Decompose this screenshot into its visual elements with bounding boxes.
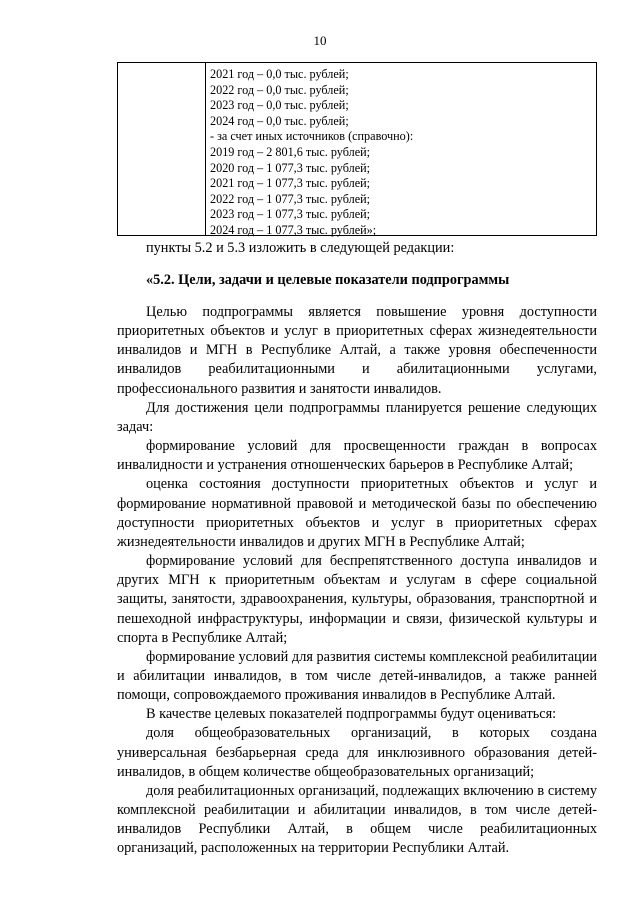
paragraph: доля общеобразовательных организаций, в которых создана универсальная безбарьерная среда для инклюзивного образования детей-инвалидов, в общем количестве общеобразовательных организаций; — [117, 725, 597, 780]
table-line: 2022 год – 1 077,3 тыс. рублей; — [210, 191, 371, 206]
table-line: 2020 год – 1 077,3 тыс. рублей; — [210, 160, 371, 175]
table-line: 2021 год – 1 077,3 тыс. рублей; — [210, 176, 371, 191]
table-line: 2022 год – 0,0 тыс. рублей; — [210, 82, 349, 97]
paragraph: оценка состояния доступности приоритетных объектов и услуг и формирование нормативной правовой и методической базы по обеспечению доступности приоритетных объектов и услуг в приоритетных сферах жизнедеятельности инвалидов и других МГН в Республике Алтай; — [117, 476, 597, 550]
table-line: 2024 год – 0,0 тыс. рублей; — [210, 113, 349, 128]
paragraph: формирование условий для просвещенности граждан в вопросах инвалидности и устранения отношенческих барьеров в Республике Алтай; — [117, 438, 597, 474]
page-number: 10 — [313, 33, 327, 48]
paragraph: доля реабилитационных организаций, подлежащих включению в систему комплексной реабилитации и абилитации инвалидов, в том числе детей-инвалидов Республики Алтай, в общем числе реабилитационных организаций, расположенных на территории Республики Алтай. — [117, 782, 597, 857]
amendment-intro: пункты 5.2 и 5.3 изложить в следующей редакции: — [146, 240, 455, 256]
paragraph: Целью подпрограммы является повышение уровня доступности приоритетных объектов и услуг в приоритетных сферах жизнедеятельности инвалидов и МГН в Республике Алтай, а также уровня обеспеченности инвалидов реабилитационными и абилитационными услугами, профессионального развития и занятости инвалидов. — [117, 304, 597, 397]
paragraph: Для достижения цели подпрограммы планируется решение следующих задач: — [117, 399, 597, 435]
funding-table — [117, 62, 597, 236]
table-line: 2019 год – 2 801,6 тыс. рублей; — [210, 144, 371, 159]
table-line: 2023 год – 1 077,3 тыс. рублей; — [210, 207, 371, 222]
section-body — [117, 303, 597, 859]
table-column-divider — [205, 63, 206, 235]
table-line: 2024 год – 1 077,3 тыс. рублей»; — [210, 222, 377, 237]
paragraph: В качестве целевых показателей подпрограммы будут оцениваться: — [146, 706, 557, 723]
table-line: - за счет иных источников (справочно): — [210, 129, 414, 144]
table-line: 2021 год – 0,0 тыс. рублей; — [210, 67, 349, 81]
table-line: 2023 год – 0,0 тыс. рублей; — [210, 98, 349, 113]
paragraph: формирование условий для беспрепятственного доступа инвалидов и других МГН к приоритетным объектам и услугам в сфере социальной защиты, занятости, здравоохранения, культуры, образования, транспортной и пешеходной инфраструктуры, информации и связи, физической культуры и спорта в Республике Алтай; — [117, 553, 597, 646]
section-heading: «5.2. Цели, задачи и целевые показатели подпрограммы — [146, 272, 510, 288]
funding-table-cell — [210, 67, 413, 239]
paragraph: формирование условий для развития системы комплексной реабилитации и абилитации инвалидов, в том числе детей-инвалидов, а также ранней помощи, сопровождаемого проживания инвалидов в Республике Алтай. — [117, 648, 597, 704]
